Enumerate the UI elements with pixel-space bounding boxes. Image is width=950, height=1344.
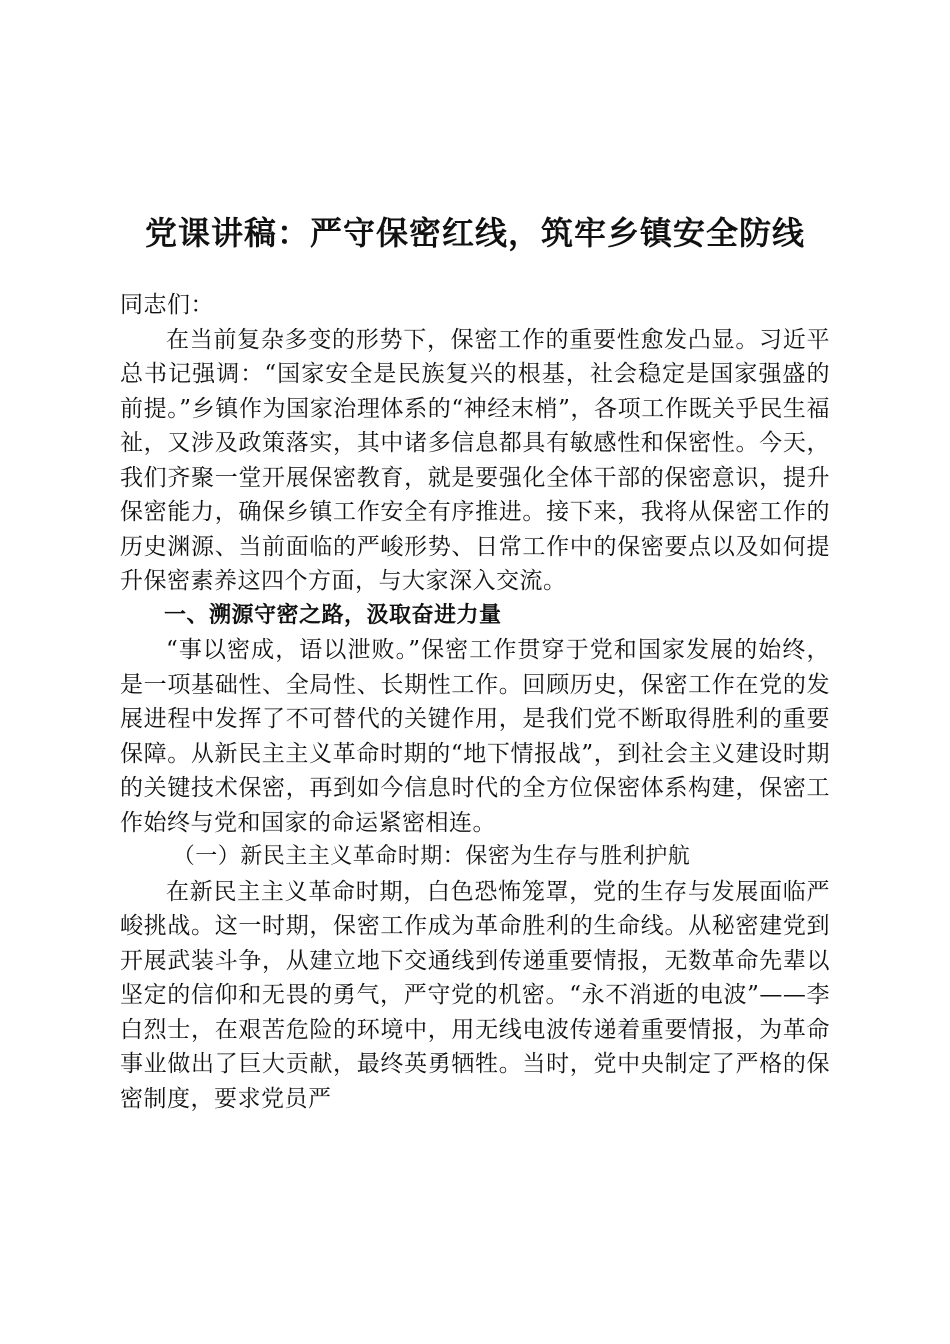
salutation: 同志们：: [120, 292, 214, 318]
subsection-heading-1: （一）新民主主义革命时期：保密为生存与胜利护航: [172, 844, 691, 869]
section-heading-1: 一、溯源守密之路，汲取奋进力量: [164, 602, 502, 628]
document-title: 党课讲稿：严守保密红线，筑牢乡镇安全防线: [144, 214, 805, 253]
document-body: [120, 288, 830, 1116]
subsection-1-paragraph: 在新民主主义革命时期，白色恐怖笼罩，党的生存与发展面临严峻挑战。这一时期，保密工作成为革命胜利的生命线。从秘密建党到开展武装斗争，从建立地下交通线到传递重要情报，无数革命先辈以坚定的信仰和无畏的勇气，严守党的机密。“永不消逝的电波”——李白烈士，在艰苦危险的环境中，用无线电波传递着重要情报，为革命事业做出了巨大贡献，最终英勇牺牲。当时，党中央制定了严格的保密制度，要求党员严: [120, 878, 830, 1112]
intro-paragraph: 在当前复杂多变的形势下，保密工作的重要性愈发凸显。习近平总书记强调：“国家安全是民族复兴的根基，社会稳定是国家强盛的前提。”乡镇作为国家治理体系的“神经末梢”，各项工作既关乎民生福祉，又涉及政策落实，其中诸多信息都具有敏感性和保密性。今天，我们齐聚一堂开展保密教育，就是要强化全体干部的保密意识，提升保密能力，确保乡镇工作安全有序推进。接下来，我将从保密工作的历史渊源、当前面临的严峻形势、日常工作中的保密要点以及如何提升保密素养这四个方面，与大家深入交流。: [120, 326, 830, 594]
section-1-paragraph: “事以密成，语以泄败。”保密工作贯穿于党和国家发展的始终，是一项基础性、全局性、长期性工作。回顾历史，保密工作在党的发展进程中发挥了不可替代的关键作用，是我们党不断取得胜利的重要保障。从新民主主义革命时期的“地下情报战”，到社会主义建设时期的关键技术保密，再到如今信息时代的全方位保密体系构建，保密工作始终与党和国家的命运紧密相连。: [120, 637, 830, 836]
